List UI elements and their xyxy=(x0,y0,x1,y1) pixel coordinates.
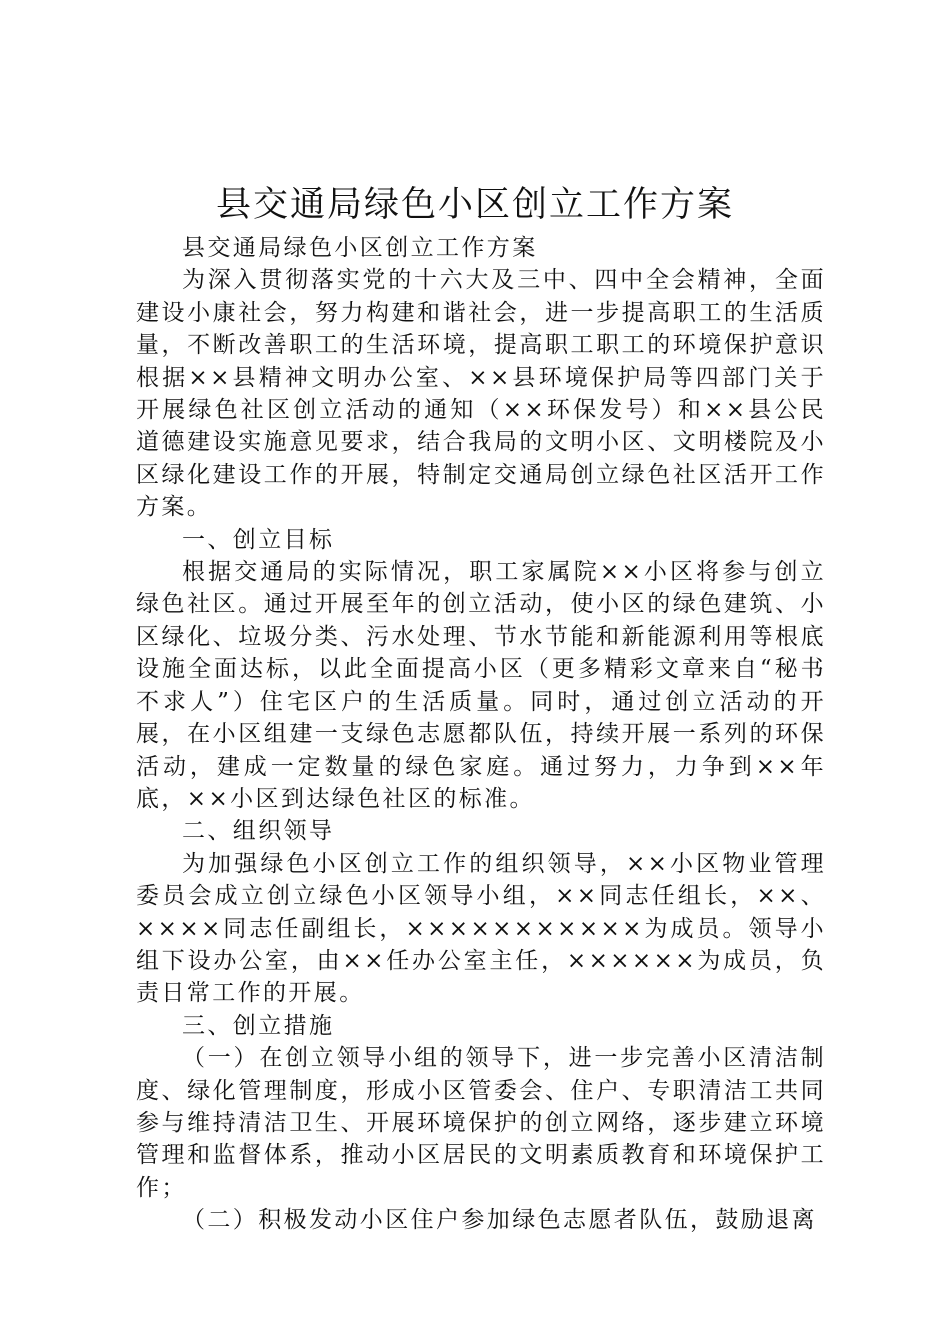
section-heading-goals: 一、创立目标 xyxy=(182,526,335,553)
document-title: 县交通局绿色小区创立工作方案 xyxy=(215,185,734,225)
measure-item-2: （二）积极发动小区住户参加绿色志愿者队伍，鼓励退离 xyxy=(182,1207,817,1234)
leadership-paragraph: 为加强绿色小区创立工作的组织领导，××小区物业管理委员会成立创立绿色小区领导小组，××同志任组长，××、××××同志任副组长，×××××××××××为成员。领导小组下设办公室，由××任办公室主任，××××××为成员，负责日常工作的开展。 xyxy=(136,850,826,1007)
subtitle-paragraph: 县交通局绿色小区创立工作方案 xyxy=(182,235,538,261)
document-body xyxy=(136,232,826,1237)
measure-item-1: （一）在创立领导小组的领导下，进一步完善小区清洁制度、绿化管理制度，形成小区管委会、住户、专职清洁工共同参与维持清洁卫生、开展环境保护的创立网络，逐步建立环境管理和监督体系，推动小区居民的文明素质教育和环境保护工作； xyxy=(136,1045,826,1201)
intro-paragraph: 为深入贯彻落实党的十六大及三中、四中全会精神，全面建设小康社会，努力构建和谐社会，进一步提高职工的生活质量，不断改善职工的生活环境，提高职工职工的环境保护意识根据××县精神文明办公室、××县环境保护局等四部门关于开展绿色社区创立活动的通知（××环保发号）和××县公民道德建设实施意见要求，结合我局的文明小区、文明楼院及小区绿化建设工作的开展，特制定交通局创立绿色社区活开工作方案。 xyxy=(136,267,826,521)
section-heading-leadership: 二、组织领导 xyxy=(182,818,335,845)
section-heading-measures: 三、创立措施 xyxy=(182,1012,335,1039)
goals-paragraph: 根据交通局的实际情况，职工家属院××小区将参与创立绿色社区。通过开展至年的创立活动，使小区的绿色建筑、小区绿化、垃圾分类、污水处理、节水节能和新能源利用等根底设施全面达标，以此全面提高小区（更多精彩文章来自“秘书不求人”）住宅区户的生活质量。同时，通过创立活动的开展，在小区组建一支绿色志愿都队伍，持续开展一系列的环保活动，建成一定数量的绿色家庭。通过努力，力争到××年底，××小区到达绿色社区的标准。 xyxy=(136,559,826,812)
